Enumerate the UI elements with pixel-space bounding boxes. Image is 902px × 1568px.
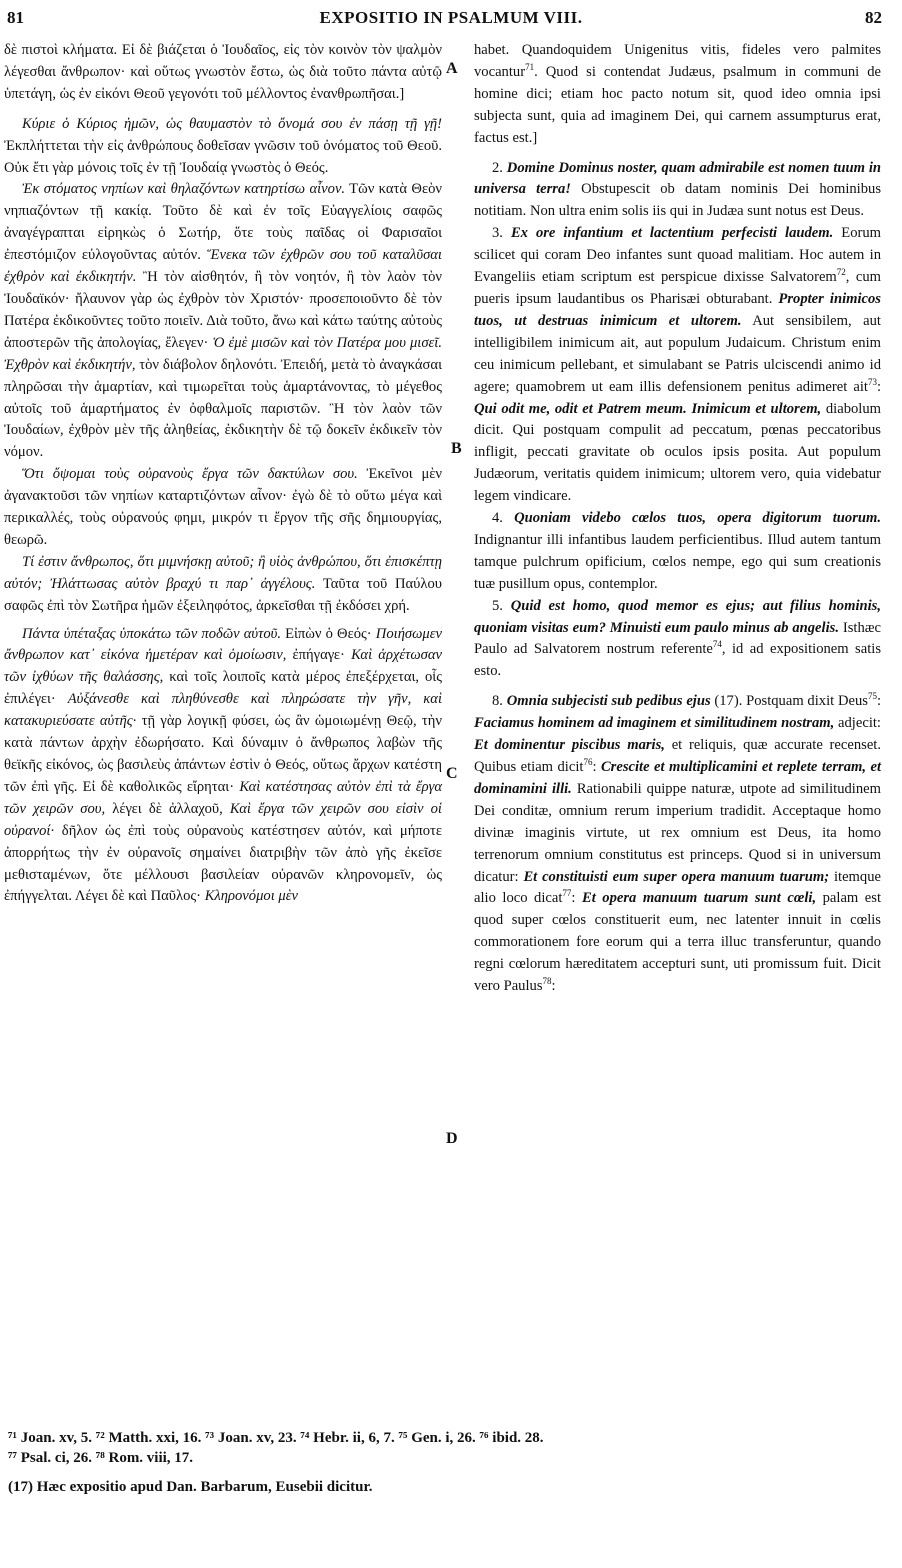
editorial-footnote: (17) Hæc expositio apud Dan. Barbarum, Eusebii dicitur. (8, 1479, 373, 1495)
margin-marker-c: C (446, 765, 458, 782)
footnote-references-2: ⁷⁷ Psal. ci, 26. ⁷⁸ Rom. viii, 17. (8, 1450, 194, 1466)
greek-column (4, 40, 442, 908)
running-title: EXPOSITIO IN PSALMUM VIII. (319, 8, 583, 27)
margin-marker-b: B (451, 440, 462, 457)
greek-paragraph-4: Ὅτι ὄψομαι τοὺς οὐρανοὺς ἔργα τῶν δακτύλων σου. Ἐκεῖνοι μὲν ἀγανακτοῦσι τῶν νηπίων καταρτιζόντων αἶνον· ἐγὼ δὲ τὸ οὕτω μέγα καὶ περικαλλές, τοὺς οὐρανούς φημι, μικρόν τι ἔργον τῆς σῆς δημιουργίας, θεωρῶ. (4, 466, 442, 548)
latin-paragraph-2: 2. Domine Dominus noster, quam admirabile est nomen tuum in universa terra! Obstupescit ob datam nominis Dei hominibus notitiam. Non ultra enim solis iis qui in Judæa sunt notus est Deus. (474, 159, 882, 220)
greek-paragraph-2: Κύριε ὁ Κύριος ἡμῶν, ὡς θαυμαστὸν τὸ ὄνομά σου ἐν πάσῃ τῇ γῇ! Ἐκπλήττεται τὴν εἰς ἀνθρώπους δοθεῖσαν γνῶσιν τοῦ ὀνόματος τοῦ Θεοῦ. Οὐκ ἔτι γὰρ μόνοις τοῖς ἐν τῇ Ἰουδαίᾳ γνωστὸς ὁ Θεός. (4, 115, 442, 176)
margin-marker-a: A (446, 60, 458, 77)
right-page-number: 82 (865, 8, 882, 27)
latin-column (474, 40, 881, 998)
footnote-references-1: ⁷¹ Joan. xv, 5. ⁷² Matth. xxi, 16. ⁷³ Joan. xv, 23. ⁷⁴ Hebr. ii, 6, 7. ⁷⁵ Gen. i, 26. ⁷⁶ ibid. 28. (8, 1430, 544, 1446)
latin-paragraph-3: 3. Ex ore infantium et lactentium perfecisti laudem. Eorum scilicet qui coram Deo infantes sunt quoad malitiam. Hoc autem in Evangeliis etiam scriptum est perspicue dixisse Salvatorem$^{72}$, cum pueris ipsum laudantibus os Pharisæi obturabant. Propter inimicos tuos, ut destruas inimicum et ultorem. Aut sensibilem, aut intelligibilem inimicum ait, aut populum Judaicum. Christum enim ceu inimicum pellebant, et simulabant se Patris ulciscendi animo id agere; quamobrem ut eam illis defensionem penitus adimeret ait$^{73}$: Qui odit me, odit et Patrem meum. Inimicum et ultorem, diabolum dicit. Qui postquam compulit ad peccatum, pœnas peccatoribus infligit, peccati gravitate ob oculos ipsis posita. Aut populum Judæorum, veritatis quidem inimicum; ultorem vero, quia videbatur legem vindicare. (474, 225, 882, 505)
greek-paragraph-5: Τί ἐστιν ἄνθρωπος, ὅτι μιμνήσκῃ αὐτοῦ; ἢ υἱὸς ἀνθρώπου, ὅτι ἐπισκέπτῃ αὐτόν; Ἠλάττωσας αὐτὸν βραχύ τι παρ᾽ ἀγγέλους. Ταῦτα τοῦ Παύλου σαφῶς ἐπὶ τὸν Σωτῆρα ἡμῶν ἐξειληφότος, ἀρκεῖσθαι τῇ ἐκδόσει χρή. (4, 553, 442, 614)
latin-paragraph-6: 8. Omnia subjecisti sub pedibus ejus (17). Postquam dixit Deus$^{75}$: Faciamus hominem ad imaginem et similitudinem nostram, adjecit: Et dominentur piscibus maris, et reliquis, quæ accurate recenset. Quibus etiam dicit$^{76}$: Crescite et multiplicamini et replete terram, et dominamini illi. Rationabili quippe naturæ, utpote ad similitudinem Dei conditæ, omnium rerum imperium tradidit. Acceptaque homo divinæ imaginis virtute, ut rex omnium est Deus, ita homo terrenorum omnium constitutus est princeps. Quod si in universum dicatur: Et constituisti eum super opera manuum tuarum; itemque alio loco dicat$^{77}$: Et opera manuum tuarum sunt cœli, palam est quod super cœlos constituerit eum, nec latenter innuit in cœlis commorationem fore eorum qui a terra illuc transferuntur, quando regni cœlorum hæreditatem accepturi sunt, uti promissum fuit. Dicit vero Paulus$^{78}$: (474, 691, 882, 995)
latin-paragraph-5: 5. Quid est homo, quod memor es ejus; aut filius hominis, quoniam visitas eum? Minuisti eum paulo minus ab angelis. Isthæc Paulo ad Salvatorem nostrum referente$^{74}$, id ad expositionem satis esto. (474, 597, 882, 680)
margin-marker-d: D (446, 1130, 458, 1147)
left-page-number: 81 (7, 8, 24, 27)
greek-paragraph-6: Πάντα ὑπέταξας ὑποκάτω τῶν ποδῶν αὐτοῦ. Εἰπὼν ὁ Θεός· Ποιήσωμεν ἄνθρωπον κατ᾽ εἰκόνα ἡμετέραν καὶ ὁμοίωσιν, ἐπήγαγε· Καὶ ἀρχέτωσαν τῶν ἰχθύων τῆς θαλάσσης, καὶ τοῖς λοιποῖς κατὰ μέρος ἐπεξέρχεται, οἷς ἐπιλέγει· Αὐξάνεσθε καὶ πληθύνεσθε καὶ πληρώσατε τὴν γῆν, καὶ κατακυριεύσατε αὐτῆς· τῇ γὰρ λογικῇ φύσει, ὡς ἂν ὡμοιωμένῃ Θεῷ, τὴν κατὰ πάντων ἀρχὴν ἐδωρήσατο. Καὶ δύναμιν ὁ ἄνθρωπος λαβὼν τῆς θεϊκῆς εἰκόνος, ὡς βασιλεὺς ἁπάντων ἐστὶν ὁ Θεός, οὕτως ἄρχων κατέστη τῶν ἐπὶ γῆς. Εἰ δὲ καθολικῶς εἴρηται· Καὶ κατέστησας αὐτὸν ἐπὶ τὰ ἔργα τῶν χειρῶν σου, λέγει δὲ ἀλλαχοῦ, Καὶ ἔργα τῶν χειρῶν σου εἰσὶν οἱ οὐρανοί· δῆλον ὡς ἐπὶ τοὺς οὐρανοὺς κατέστησεν αὐτόν, καὶ μήποτε ἀπορρήτως τὴν ἐν οὐρανοῖς σημαίνει διατριβὴν τῶν ἀπὸ γῆς ἐκεῖσε μεθισταμένων, ὅτε μέλλουσι βασιλείαν οὐρανῶν κληρονομεῖν, ὡς ἐπήγγελται. Λέγει δὲ καὶ Παῦλος· Κληρονόμοι μὲν (4, 625, 442, 905)
greek-paragraph-3: Ἐκ στόματος νηπίων καὶ θηλαζόντων κατηρτίσω αἶνον. Τῶν κατὰ Θεὸν νηπιαζόντων τῇ κακίᾳ. Τοῦτο δὲ καὶ ἐν τοῖς Εὐαγγελίοις σαφῶς ἀναγέγραπται εἰρηκὼς ὁ Σωτήρ, ὅτε τοὺς παῖδας οἱ Φαρισαῖοι ἐπεστόμιζον εὐλογοῦντας αὐτόν. Ἕνεκα τῶν ἐχθρῶν σου τοῦ καταλῦσαι ἐχθρὸν καὶ ἐκδικητήν. Ἢ τὸν αἰσθητόν, ἢ τὸν νοητόν, ἢ τὸν λαὸν τὸν Ἰουδαϊκόν· ἤλαυνον γὰρ ὡς ἐχθρὸν τὸν Χριστόν· προσεποιοῦντο δὲ τὸν Πατέρα ἐκδικοῦντες τοῦτο ποιεῖν. Διὰ τοῦτο, ἄνω καὶ κάτω ταύτης αὐτοὺς ἀποστερῶν τῆς ἀπολογίας, ἔλεγεν· Ὁ ἐμὲ μισῶν καὶ τὸν Πατέρα μου μισεῖ. Ἐχθρὸν καὶ ἐκδικητήν, τὸν διάβολον δηλονότι. Ἐπειδή, μετὰ τὸ ἀναγκάσαι πληρῶσαι τὴν ἁμαρτίαν, καὶ τιμωρεῖται τοὺς ἁμαρτάνοντας, τὸ μέγεθος αὐτοῖς τοῦ ἁμαρτήματος ἐν ὀφθαλμοῖς παριστῶν. Ἢ τὸν λαὸν τῶν Ἰουδαίων, ἐχθρὸν μὲν τῆς ἀληθείας, ἐκδικητὴν δὲ τῷ δοκεῖν ἐκδικεῖν τὸν νόμον. (4, 181, 443, 461)
greek-paragraph-1: δὲ πιστοὶ κλήματα. Εἰ δὲ βιάζεται ὁ Ἰουδαῖος, εἰς τὸν κοινὸν τὸν ψαλμὸν λέγεσθαι ἄνθρωπον· καὶ οὕτως γνωστὸν ἔστω, ὡς διὰ τοῦτο πάντα αὐτῷ ὑπετάγη, ὡς ἐν εἰκόνι Θεοῦ γεγονότι τοῦ μέλλοντος ἐνανθρωπῆσαι.] (4, 42, 442, 102)
latin-paragraph-4: 4. Quoniam videbo cœlos tuos, opera digitorum tuorum. Indignantur illi infantibus laudem perficientibus. Illud autem tantum tamque pulchrum opificium, cœlos nempe, ego qui sum creationis tuæ pusillum opus, contemplor. (474, 510, 881, 592)
latin-paragraph-1: habet. Quandoquidem Unigenitus vitis, fideles vero palmites vocantur$^{71}$. Quod si contendat Judæus, psalmum in communi de homine dici; etiam hoc pacto notum sit, quod ideo omnia ipsi subjecta sunt, quia ad imaginem Dei, qui carnem assumpturus erat, factus est.] (474, 42, 881, 146)
